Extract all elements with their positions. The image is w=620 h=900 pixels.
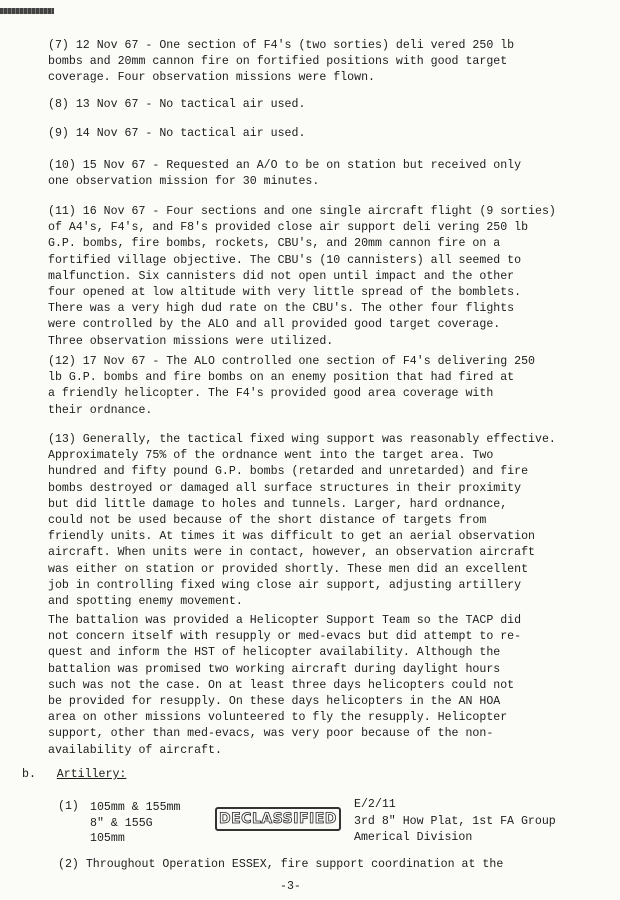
declassified-stamp: DECLASSIFIED [215,807,341,831]
page-number: -3- [280,880,301,893]
artillery-calibers: 105mm & 155mm 8" & 155G 105mm [90,801,181,845]
paragraph-8: (8) 13 Nov 67 - No tactical air used. [48,98,306,111]
artillery-item-2: (2) Throughout Operation ESSEX, fire support coordination at the [58,858,504,871]
paragraph-10: (10) 15 Nov 67 - Requested an A/O to be on station but received only one observation mission for 30 minutes. [48,159,522,189]
paragraph-12: (12) 17 Nov 67 - The ALO controlled one section of F4's delivering 250 lb G.P. bombs and fire bombs on an enemy position that had fired at a friendly helicopter. The F4's provided good area coverage with their ordnance. [48,355,536,417]
artillery-item-1-number: (1) [58,800,79,813]
paragraph-13: (13) Generally, the tactical fixed wing support was reasonably effective. Approximately 75% of the ordnance went into the target area. Two hundred and fifty pound G.P. bombs (retarded and unretarded) and fire bombs destroyed or damaged all surface structures in their proximity but did little damage to holes and tunnels. Larger, hard ordnance, could not be used because of the short distance of targets from friendly units. At times it was difficult to get an aerial observation aircraft. When units were in contact, however, an observation aircraft was either on station or provided shortly. These men did an excellent job in controlling fixed wing close air support, adjusting artillery and spotting enemy movement. [48,433,556,609]
artillery-units: 3rd 8" How Plat, 1st FA Group Americal Division [354,815,556,844]
section-marker: b. [22,768,36,781]
redaction-mark [0,8,54,14]
paragraph-7: (7) 12 Nov 67 - One section of F4's (two sorties) deli vered 250 lb bombs and 20mm cannon fire on fortified positions with good target coverage. Four observation missions were flown. [48,39,515,85]
paragraph-9: (9) 14 Nov 67 - No tactical air used. [48,127,306,140]
paragraph-helicopter-support: The battalion was provided a Helicopter Support Team so the TACP did not concern itself with resupply or med-evacs but did attempt to re- quest and inform the HST of helicopter availability. Although the battalion was promised two working aircraft during daylight hours such was not the case. On at least three days helicopters could not be provided for resupply. On these days helicopters in the AN HOA area on other missions volunteered to fly the resupply. Helicopter support, other than med-evacs, was very poor because of the non- availability of aircraft. [48,614,522,757]
section-b-heading [22,768,126,781]
section-title: Artillery: [56,768,127,781]
paragraph-11: (11) 16 Nov 67 - Four sections and one single aircraft flight (9 sorties) of A4's, F4's, and F8's provided close air support deli vering 250 lb G.P. bombs, fire bombs, rockets, CBU's, and 20mm cannon fire on a fortified village objective. The CBU's (10 cannisters) all seemed to malfunction. Six cannisters did not open until impact and the other four opened at low altitude with very little spread of the bomblets. There was a very high dud rate on the CBU's. The other four flights were controlled by the ALO and all provided good target coverage. Three observation missions were utilized. [48,205,556,348]
stamp-date: E/2/11 [354,798,396,811]
